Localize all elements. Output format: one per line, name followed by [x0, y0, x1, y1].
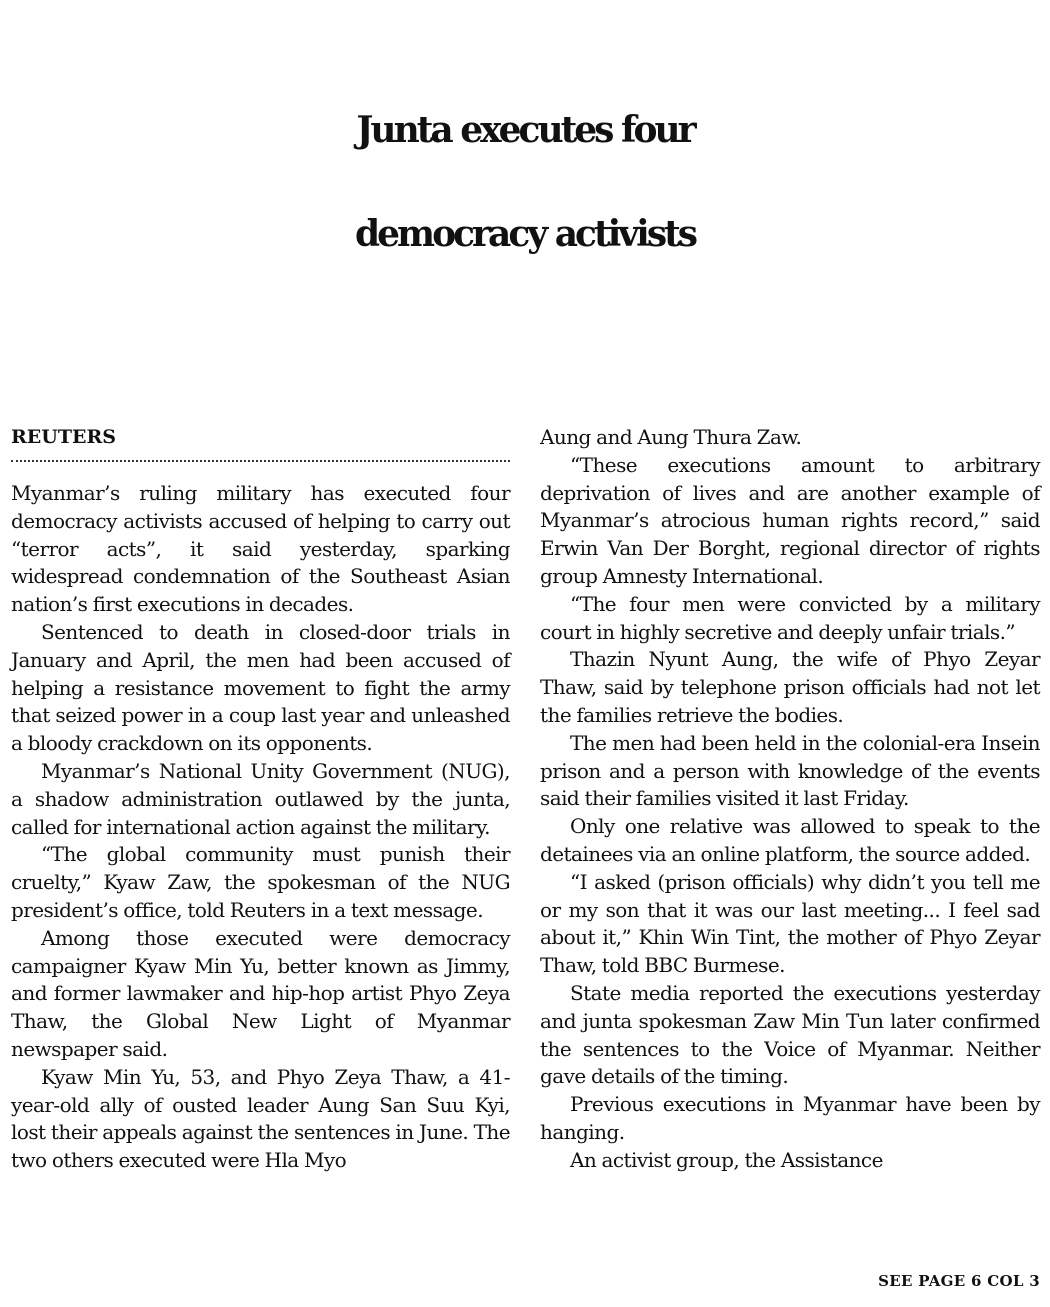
article-column-right [540, 424, 1040, 1175]
paragraph: Kyaw Min Yu, 53, and Phyo Zeya Thaw, a 41-year-old ally of ousted leader Aung San Suu Kyi, lost their appeals against the sentences in June. The two others executed were Hla Myo [11, 1064, 510, 1173]
paragraph: Myanmar’s ruling military has executed four democracy activists accused of helping to carry out “terror acts”, it said yesterday, sparking widespread condemnation of the Southeast Asian nation’s first executions in decades. [11, 481, 510, 617]
paragraph: State media reported the executions yesterday and junta spokesman Zaw Min Tun later confirmed the sentences to the Voice of Myanmar. Neither gave details of the timing. [540, 980, 1040, 1089]
paragraph: “These executions amount to arbitrary deprivation of lives and are another example of Myanmar’s atrocious human rights record,” said Erwin Van Der Borght, regional director of rights group Amnesty International. [540, 452, 1040, 588]
paragraph: The men had been held in the colonial-era Insein prison and a person with knowledge of the events said their families visited it last Friday. [540, 730, 1040, 811]
subheadline-line-2 [0, 354, 1050, 404]
paragraph: Sentenced to death in closed-door trials in January and April, the men had been accused of helping a resistance movement to fight the army that seized power in a coup last year and unleashed a bloody crackdown on its opponents. [11, 619, 510, 756]
kicker [0, 16, 1050, 68]
article-column-left [11, 480, 510, 1175]
paragraph: Aung and Aung Thura Zaw. [540, 425, 802, 449]
byline-divider [11, 460, 510, 462]
paragraph: “I asked (prison officials) why didn’t you tell me or my son that it was our last meeting... I feel sad about it,” Khin Win Tint, the mother of Phyo Zeyar Thaw, told BBC Burmese. [540, 869, 1040, 978]
byline: REUTERS [11, 426, 116, 448]
paragraph: Myanmar’s National Unity Government (NUG), a shadow administration outlawed by the junta, called for international action against the military. [11, 758, 510, 839]
headline [0, 78, 1050, 286]
subheadline-line-1 [0, 304, 1050, 354]
paragraph: “The four men were convicted by a military court in highly secretive and deeply unfair trials.” [540, 591, 1040, 644]
paragraph: An activist group, the Assistance [570, 1147, 883, 1172]
paragraph: Among those executed were democracy campaigner Kyaw Min Yu, better known as Jimmy, and former lawmaker and hip-hop artist Phyo Zeya Thaw, the Global New Light of Myanmar newspaper said. [11, 925, 510, 1061]
paragraph: Thazin Nyunt Aung, the wife of Phyo Zeyar Thaw, said by telephone prison officials had not let the families retrieve the bodies. [540, 647, 1040, 727]
subheadline [0, 304, 1050, 404]
paragraph: “The global community must punish their cruelty,” Kyaw Zaw, the spokesman of the NUG president’s office, told Reuters in a text message. [11, 842, 510, 922]
paragraph: Only one relative was allowed to speak to the detainees via an online platform, the source added. [540, 814, 1040, 866]
continued-on-page-link[interactable]: SEE PAGE 6 COL 3 [878, 1272, 1040, 1290]
headline-line-1: Junta executes four [356, 109, 694, 151]
headline-line-2: democracy activists [354, 213, 696, 255]
paragraph: Previous executions in Myanmar have been by hanging. [540, 1092, 1040, 1144]
